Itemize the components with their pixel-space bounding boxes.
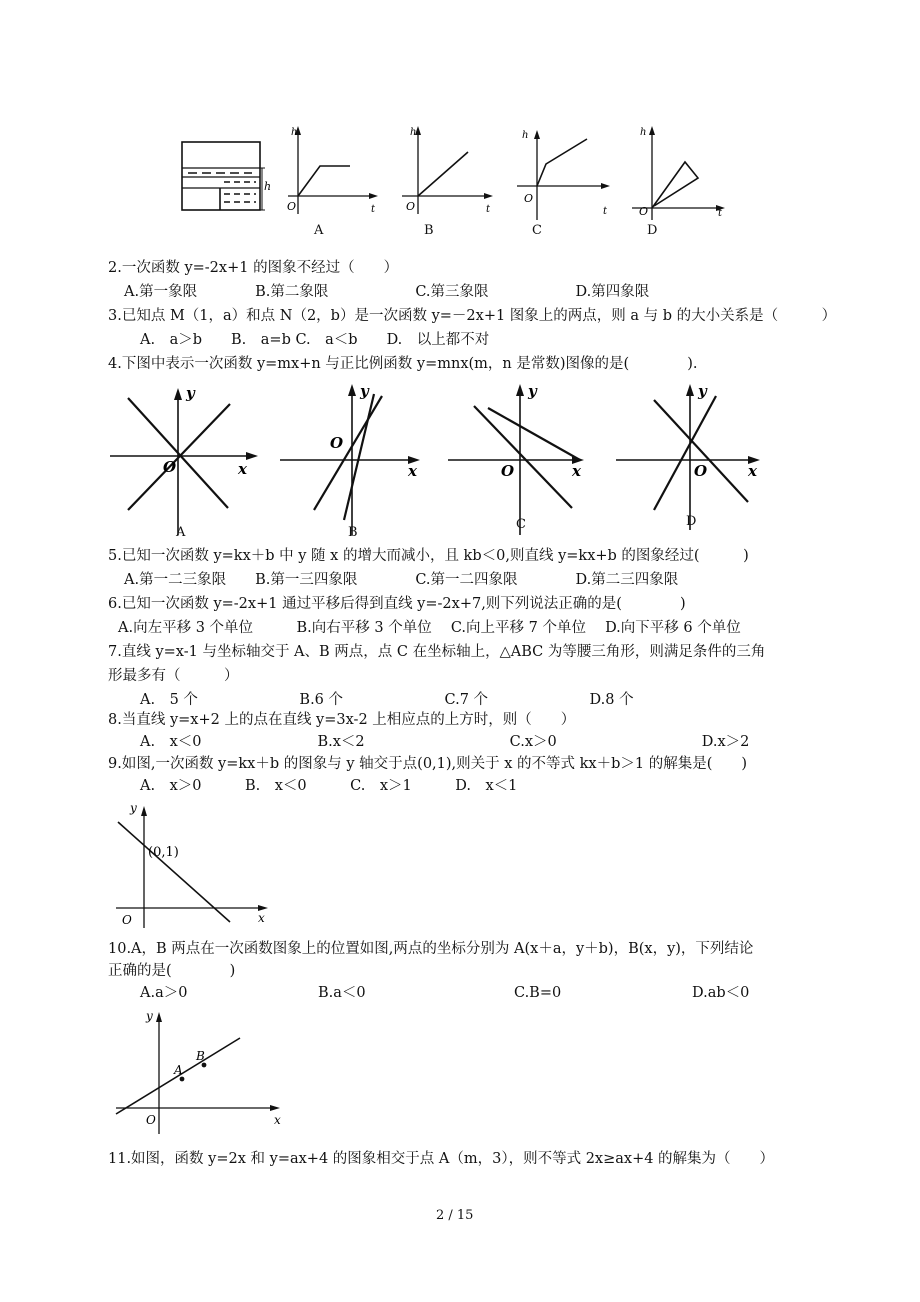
origin-label: O [694, 462, 708, 480]
axis-y-label: y [528, 382, 537, 400]
graph-9 [112, 798, 282, 930]
question-2-stem: 2.一次函数 y=-2x+1 的图象不经过（ ） [108, 260, 399, 276]
question-7-stem-line1: 7.直线 y=x-1 与坐标轴交于 A、B 两点，点 C 在坐标轴上，△ABC 为等腰三角形，则满足条件的三角 [108, 644, 766, 660]
question-5-options: A.第一二三象限 B.第一三四象限 C.第一二四象限 D.第二三四象限 [124, 572, 679, 588]
graph-1a [283, 122, 383, 222]
axis-t-label: t [371, 204, 376, 215]
axis-t-label: t [718, 208, 723, 219]
graph-1d [630, 122, 730, 222]
question-10-stem-line1: 10.A，B 两点在一次函数图象上的位置如图,两点的坐标分别为 A(x＋a，y＋b)，B(x，y)，下列结论 [108, 941, 754, 957]
option-a-label: A [314, 223, 324, 238]
question-9-options: A. x＞0 B. x＜0 C. x＞1 D. x＜1 [140, 778, 518, 794]
graph-4c [446, 380, 606, 540]
origin-label: O [287, 200, 297, 213]
axis-x-label: x [274, 1113, 281, 1127]
question-7-stem-line2: 形最多有（ ） [108, 668, 239, 684]
question-2-options: A.第一象限 B.第二象限 C.第三象限 D.第四象限 [124, 284, 650, 300]
question-6-options: A.向左平移 3 个单位 B.向右平移 3 个单位 C.向上平移 7 个单位 D.向下平移 6 个单位 [118, 620, 741, 636]
question-8-options: A. x＜0 B.x＜2 C.x＞0 D.x＞2 [140, 734, 750, 750]
graph-4b [278, 380, 438, 540]
origin-label: O [501, 462, 515, 480]
question-8-stem: 8.当直线 y=x+2 上的点在直线 y=3x-2 上相应点的上方时，则（ ） [108, 712, 576, 728]
origin-label: O [163, 458, 177, 476]
question-10-option-b: B.a＜0 [318, 985, 366, 1001]
point-a-label: A [174, 1063, 183, 1077]
option-b-label: B [424, 223, 434, 238]
intercept-label: (0,1) [148, 845, 179, 860]
axis-h-label: h [522, 130, 529, 141]
axis-y-label: y [360, 382, 369, 400]
axis-t-label: t [486, 204, 491, 215]
axis-y-label: y [130, 801, 137, 815]
question-10-option-d: D.ab＜0 [692, 985, 750, 1001]
question-7-options: A. 5 个 B.6 个 C.7 个 D.8 个 [140, 692, 634, 708]
graph-4b-label: B [348, 525, 358, 540]
origin-label: O [122, 913, 132, 927]
graph-10 [112, 1006, 292, 1138]
origin-label: O [639, 205, 649, 218]
axis-y-label: y [186, 384, 195, 402]
question-3-stem: 3.已知点 M（1，a）和点 N（2，b）是一次函数 y=－2x+1 图象上的两点，则 a 与 b 的大小关系是（ ） [108, 308, 837, 324]
graph-4a-label: A [176, 525, 186, 540]
question-6-stem: 6.已知一次函数 y=-2x+1 通过平移后得到直线 y=-2x+7,则下列说法正确的是( ) [108, 596, 686, 612]
graph-4d-label: D [686, 514, 697, 529]
axis-x-label: x [572, 462, 581, 480]
axis-x-label: x [258, 911, 265, 925]
axis-x-label: x [748, 462, 757, 480]
option-d-label: D [647, 223, 658, 238]
option-c-label: C [532, 223, 542, 238]
origin-label: O [146, 1113, 156, 1127]
question-11-stem: 11.如图，函数 y=2x 和 y=ax+4 的图象相交于点 A（m，3），则不等式 2x≥ax+4 的解集为（ ） [108, 1151, 775, 1167]
origin-label: O [406, 200, 416, 213]
graph-4c-label: C [516, 517, 526, 532]
question-4-stem: 4.下图中表示一次函数 y=mx+n 与正比例函数 y=mnx(m，n 是常数)图像的是( ). [108, 356, 698, 372]
origin-label: O [330, 434, 344, 452]
axis-h-label: h [410, 127, 417, 138]
question-10-option-a: A.a＞0 [140, 985, 188, 1001]
axis-h-label: h [291, 127, 298, 138]
axis-h-label: h [640, 127, 647, 138]
axis-x-label: x [238, 460, 247, 478]
axis-t-label: t [603, 206, 608, 217]
question-3-options: A. a＞b B. a=b C. a＜b D. 以上都不对 [140, 332, 490, 348]
axis-y-label: y [698, 382, 707, 400]
question-10-option-c: C.B=0 [514, 985, 562, 1001]
water-tank-figure [180, 140, 270, 215]
point-b-label: B [196, 1049, 205, 1063]
question-9-stem: 9.如图,一次函数 y=kx＋b 的图象与 y 轴交于点(0,1),则关于 x 的不等式 kx＋b＞1 的解集是( ) [108, 756, 748, 772]
tank-height-label: h [264, 180, 272, 193]
page-number: 2 / 15 [436, 1208, 474, 1223]
question-10-stem-line2: 正确的是( ) [108, 963, 236, 979]
axis-x-label: x [408, 462, 417, 480]
graph-1c [515, 122, 615, 222]
origin-label: O [524, 192, 534, 205]
graph-4a [108, 380, 268, 540]
question-5-stem: 5.已知一次函数 y=kx＋b 中 y 随 x 的增大而减小，且 kb＜0,则直线 y=kx+b 的图象经过( ) [108, 548, 749, 564]
axis-y-label: y [146, 1009, 153, 1023]
graph-1b [400, 122, 500, 222]
